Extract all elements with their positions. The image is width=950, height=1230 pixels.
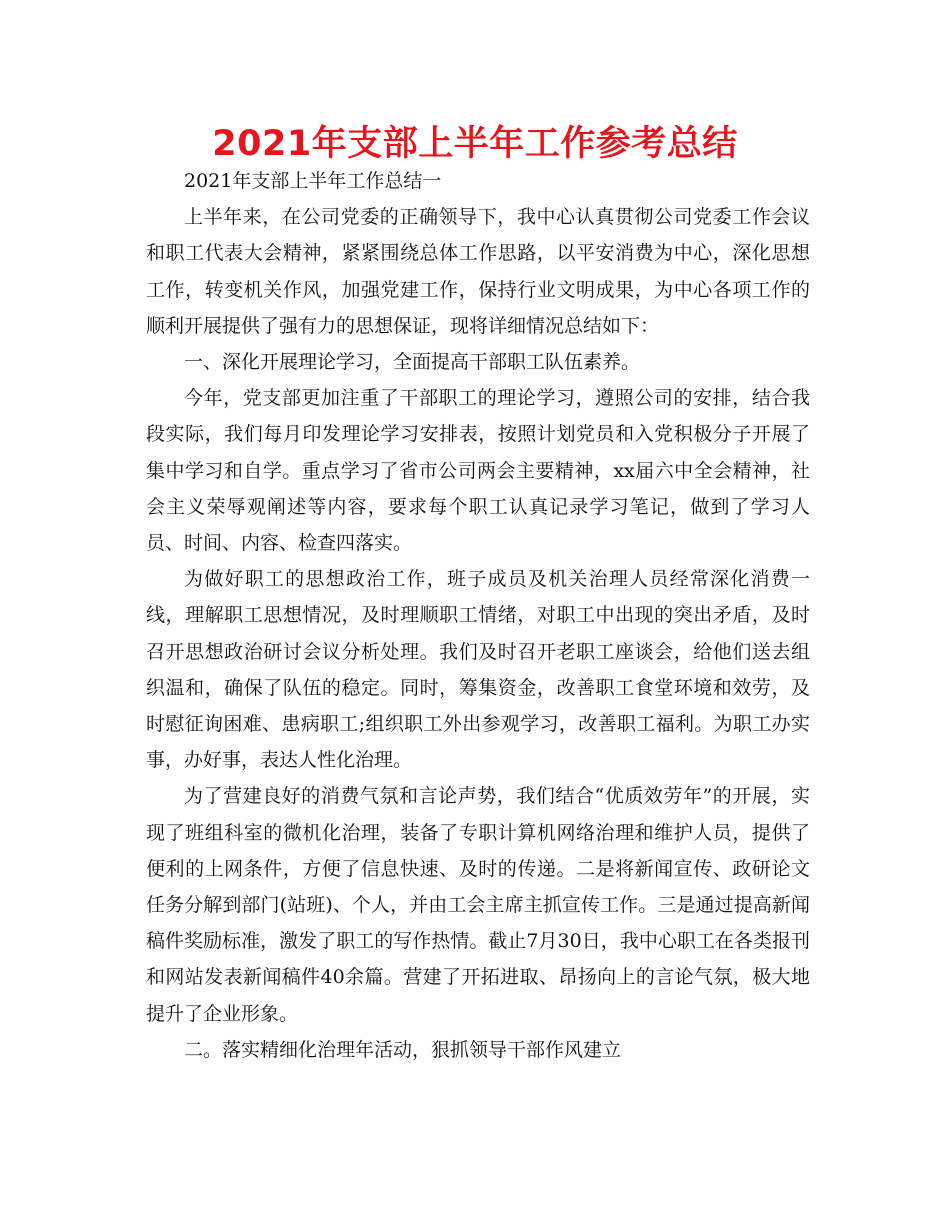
body-paragraph: 为了营建良好的消费气氛和言论声势，我们结合“优质效劳年”的开展，实现了班组科室的微机化治理，装备了专职计算机网络治理和维护人员，提供了便利的上网条件，方便了信息快速、及时的传递。二是将新闻宣传、政研论文任务分解到部门(站班)、个人，并由工会主席主抓宣传工作。三是通过提高新闻稿件奖励标准，激发了职工的写作热情。截止7月30日，我中心职工在各类报刊和网站发表新闻稿件40余篇。营建了开拓进取、昂扬向上的言论气氛，极大地提升了企业形象。 — [146, 785, 810, 1025]
section-heading: 2021年支部上半年工作总结一 — [184, 170, 442, 192]
body-paragraph: 为做好职工的思想政治工作，班子成员及机关治理人员经常深化消费一线，理解职工思想情况，及时理顺职工情绪，对职工中出现的突出矛盾，及时召开思想政治研讨会议分析处理。我们及时召开老职工座谈会，给他们送去组织温和，确保了队伍的稳定。同时，筹集资金，改善职工食堂环境和效劳，及时慰征询困难、患病职工;组织职工外出参观学习，改善职工福利。为职工办实事，办好事，表达人性化治理。 — [146, 568, 810, 772]
body-paragraph: 上半年来，在公司党委的正确领导下，我中心认真贯彻公司党委工作会议和职工代表大会精神，紧紧围绕总体工作思路，以平安消费为中心，深化思想工作，转变机关作风，加强党建工作，保持行业文明成果，为中心各项工作的顺利开展提供了强有力的思想保证，现将详细情况总结如下： — [146, 206, 810, 337]
section-heading: 一、深化开展理论学习，全面提高干部职工队伍素养。 — [184, 351, 641, 374]
body-paragraph: 今年，党支部更加注重了干部职工的理论学习，遵照公司的安排，结合我段实际，我们每月印发理论学习安排表，按照计划党员和入党积极分子开展了集中学习和自学。重点学习了省市公司两会主要精神，xx届六中全会精神，社会主义荣辱观阐述等内容，要求每个职工认真记录学习笔记，做到了学习人员、时间、内容、检查四落实。 — [146, 387, 810, 555]
document-body — [146, 163, 810, 1068]
document-title: 2021年支部上半年工作参考总结 — [212, 124, 738, 164]
section-heading: 二。落实精细化治理年活动，狠抓领导干部作风建立 — [184, 1038, 622, 1061]
